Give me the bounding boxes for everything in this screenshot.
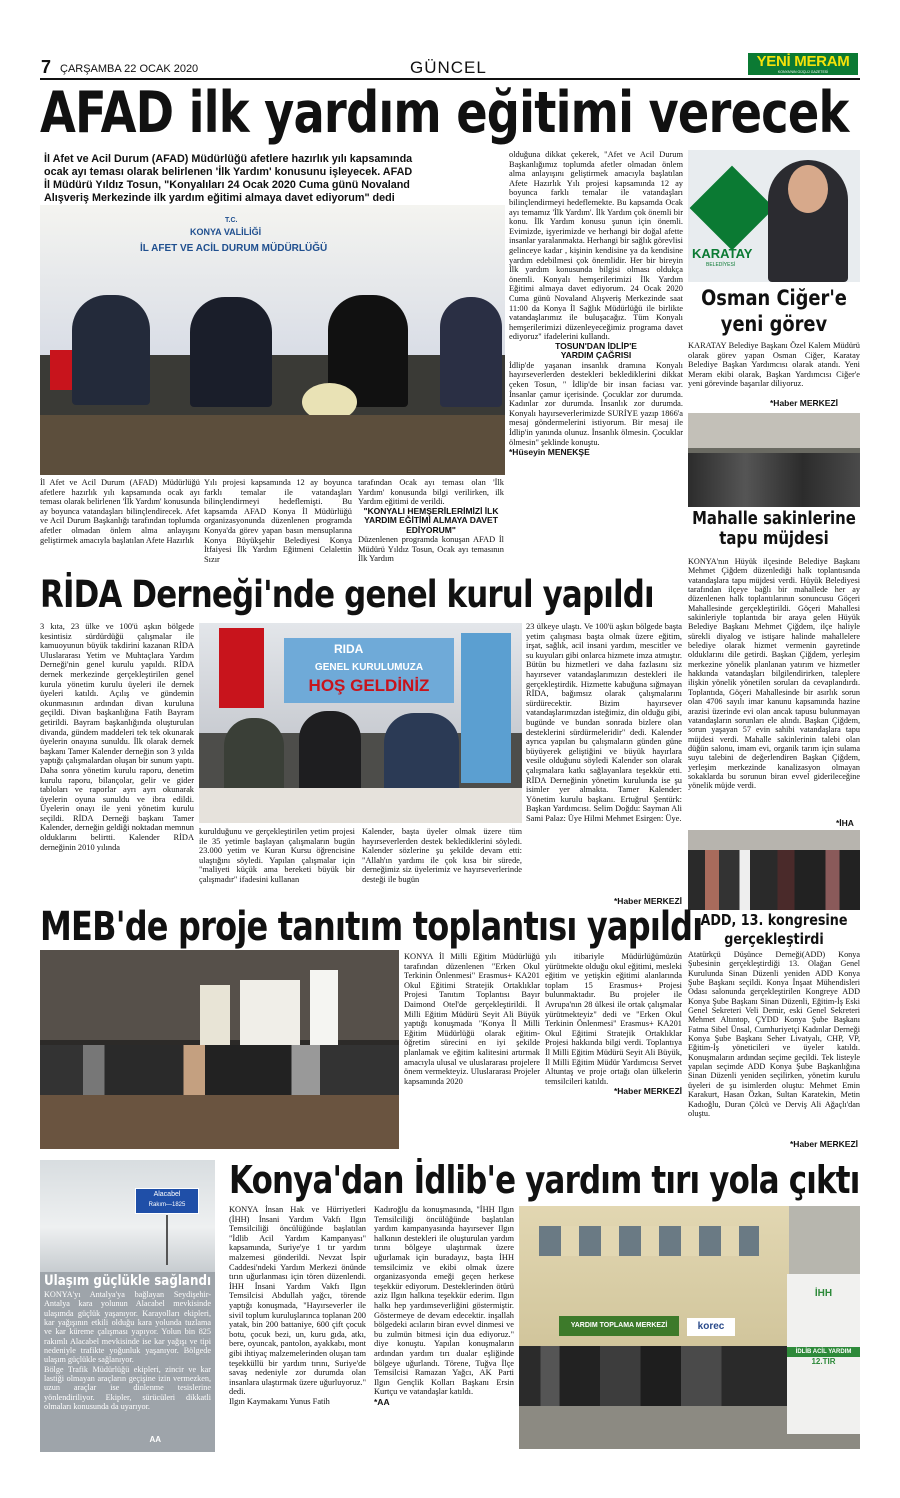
meb-col1: KONYA İl Milli Eğitim Müdürlüğü tarafından düzenlenen "Erken Okul Terkinin Önlenmesi" Erasmus+ KA201 Okul Eğitimi Stratejik Ortaklıklar Projesi Tanıtım Toplantısı Bayır Daimond Otel'de gerçekleştirildi. İl Milli Eğitim Müdürü Seyit Ali Büyük yaptığı konuşmada "Konya İl Milli Eğitim Müdürlüğü olarak eğitim-öğretim sürecini en iyi şekilde planlamak ve eğitim kalitesini artırmak amacıyla ulusal ve uluslararası projelere önem vermekteyiz. Uluslararası Projeler kapsamında 2020 [404,952,540,1086]
afad-col4 [509,150,683,457]
window-row [539,1226,759,1256]
person-2 [190,297,272,407]
sign-line1: Alacabel [153,1191,181,1198]
meb-col2 [545,952,682,1096]
banner-tc: T.C. [225,217,238,224]
osman-photo [688,150,860,282]
truck [787,1274,860,1434]
rida-col3: Kalender, başta üyeler olmak üzere tüm hayırseverlerden destek beklediklerini söyledi. Kalender sözlerine şu şekilde devam etti: "Allah'ın yardımı ile çok kısa bir sürede, derneğimiz siz üyelerimiz ve hayırseverlerinde desteği ile bugün [362,827,522,884]
karatay-logo-text: KARATAY [692,246,753,261]
idlib-byline: *AA [374,1396,390,1407]
idlib-headline: Konya'dan İdlib'e yardım tırı yola çıktı [229,1158,860,1202]
rida-photo [199,623,522,823]
table [40,415,505,475]
karatay-logo [690,166,775,251]
sign-line2: Rakım—1825 [148,1202,186,1208]
afad-col3 [358,478,504,564]
mahalle-headline: Mahalle sakinlerine tapu müjdesi [692,509,856,549]
sign-post [166,1215,168,1265]
meb-headline: MEB'de proje tanıtım toplantısı yapıldı [40,904,703,950]
meb-attendees [40,1045,399,1095]
afad-col3-subhead: "KONYALI HEMŞERİLERİMİZİ İLK YARDIM EĞİTİMİ ALMAYA DAVET EDİYORUM" [363,505,499,535]
idlib-col1: KONYA İnsan Hak ve Hürriyetleri (İHH) İnsani Yardım Vakfı Ilgın Temsilciliği öncülüğünde başlatılan "İdlib Acil Yardım Kampanyası" kapsamında, Suriye'ye 1 tır yardım malzemesi gönderildi. Nevzat İspir Caddesi'ndeki Yardım Merkezi önünde tırın uğurlanması için tören düzenlendi. İHH İnsani Yardım Vakfı Ilgın Temsilcisi Abdullah yağcı, törende yaptığı konuşmada, "Hayırseverler ile sivil toplum kuruluşlarınca toplanan 200 yatak, bin 200 battaniye, 600 çift çocuk botu, çocuk bezi, un, kuru gıda, atkı, bere, oyuncak, pantolon, ayakkabı, mont gibi ihtiyaç malzemelerinden oluşan tam teşekküllü bir yardım tırını, Suriye'de savaş nedeniyle zor durumda olan insanlara ulaştırmak üzere uğurluyoruz." dedi. Ilgın Kaymakamı Yunus Fatih [229,1205,366,1406]
rida-table [199,788,522,823]
mahalle-wall [688,413,860,448]
idlib-col2-text: Kadıroğlu da konuşmasında, "İHH Ilgın Temsilciliği öncülüğünde başlatılan yardım kampanyasında hayırsever Ilgın halkının destekleri ile oluşturulan yardım tırını bölgeye ulaştırmak üzere uğurlamak için buradayız, başta İHH temsilcimiz ve ekibi olmak üzere organizasyonda emeği geçen herkese teşekkür ediyorum. Desteklerinden ötürü aziz Ilgın halkına teşekkür ederim. Ilgın halkı hep yardımseverliğini göstermiştir. Göstermeye de devam edecektir. inşallah bölgedeki acıların biran evvel dinmesi ve bu zulmün bitmesi için dua ediyoruz." diye konuştu. Yapılan konuşmaların ardından yardım tırı dualar eşliğinde bölgeye uğurlandı. Törene, Tuğva İlçe Temsilcisi Ramazan Yağcı, AK Parti Ilgın Gençlik Kolları Başkanı Ersin Kurtçu ve vatandaşlar katıldı. [374,1205,514,1397]
korec-sign [687,1318,735,1336]
rida-col2: kurulduğunu ve gerçekleştirilen yetim projesi ile 35 yetimle başlayan çalışmaların bugün 23.000 yetim ve Kuran Kursu öğrencisine ulaştığını söyledi. Yapılan çalışmalar için "maliyeti küçük ama bereketi büyük bir çalışmadır" ifadesini kullanan [199,827,355,884]
osman-byline: *Haber MERKEZİ [770,398,839,408]
rida-col1: 3 kıta, 23 ülke ve 100'ü aşkın bölgede kesintisiz sürdürdüğü çalışmalar ile kamuoyunun büyük takdirini kazanan RİDA Uluslararası Yetim ve Muhtaçlara Yardım Derneği'nin genel kurulu yapıldı. RİDA dernek merkezinde gerçekleştirilen genel kurula yönetim kurulu üyeleri ile dernek üyeleri katıldı. Açılış ve gündemin okunmasının ardından divan kuruluna geçildi. Divan başkanlığına Fatih Bayram getirildi. Bayram başkanlığında oluşturulan divanda, gündem maddeleri tek tek okunarak üyelerin onayına sunuldu. İlk olarak dernek başkanı Tamer Kalender derneğin son 3 yılda yaptığı çalışmalardan oluşan bir sunum yaptı. Daha sonra yönetim kurulu raporu, denetim kurulu raporu, bilançolar, gelir ve gider tabloları ve raporlar ayrı ayrı okunarak üyelerin oyuna sunuldu ve ibra edildi. Üyelerin onayı ile yeni yönetim kurulu seçildi. RİDA Derneği başkanı Tamer Kalender, derneğin geldiği noktadan memnun olduklarını belirtti. Kalender RİDA derneğinin 2010 yılında [40,622,194,852]
rida-banner [284,638,454,703]
rida-col4: 23 ülkeye ulaştı. Ve 100'ü aşkın bölgede başta yetim çalışması başta olmak üzere eğitim, irşat, sağlık, acil insani yardım, mescitler ve su kuyuları gibi onlarca hizmete imza atmıştır. Bütün bu hizmetleri ve daha fazlasını siz hayırsever vatandaşlarımızın destekleri ile gerçekleştirdik. Hizmette kabuğuna sığmayan RİDA, bağımsız olarak çalışmalarını sürdürecektir. Bizim hayırsever vatandaşlarımızdan isteğimiz, din olduğu gibi, bugünde ve bundan sonrada bizlere olan desteklerini sürdürmeleridir" dedi. Kalender ayrıca yapılan bu çalışmaların günden güne büyüyerek geliştiğini ve büyük hayırlara vesile olduğunu söyledi Kalender son olarak çalışmalara katkı sağlayanlara teşekkür etti. RİDA Derneğinin yönetim kurulunda ise şu isimler yer almakta. Tamer Kalender: Yönetim kurulu başkanı. Ertuğrul Şentürk: Başkan Yardımcısı. Selim Doğdu: Sayman Ali Sami Palaz: Üye Hilmi Mehmet Esirgen: Üye. [526,622,682,823]
afad-col3-after: Düzenlenen programda konuşan AFAD İl Müdürü Yıldız Tosun, Ocak ayı temasının İlk Yardım [358,535,504,564]
afad-col4-after: İdlip'de yaşanan insanlık dramına Konyalı hayırseverlerden destekleri beklediklerini dikkat çeken Tosun, " İdlip'de bir insan faciası var. İnsanlar çamur içerisinde. Çocuklar zor durumda. Kadınlar zor durumda. İnsanlık zor durumda. Konyalı hayırseverlerimizde SURİYE yazıp 1866'a mesaj göndermelerini istiyorum. Bir mesaj ile İdlip'in yanında olunuz. İnsanlık ölmesin. Çocuklar ölmesin" şeklinde konuştu. [509,360,683,447]
karatay-logo-sub: BELEDİYESİ [706,262,736,268]
mahalle-byline: *İHA [836,818,854,828]
osman-portrait [768,160,848,282]
logo-subtitle: KONYA'NIN GÜÇLÜ GAZETESİ [777,70,829,74]
rida-person-1 [224,718,284,798]
meb-screen [200,985,230,1045]
afad-col4-subhead: TOSUN'DAN İDLİP'E YARDIM ÇAĞRISI [555,340,637,361]
rida-rollup [461,633,511,783]
banner-line2: İL AFET VE ACİL DURUM MÜDÜRLÜĞÜ [140,243,328,254]
ulasim-headline: Ulaşım güçlükle sağlandı [43,1273,212,1289]
flag-left [50,350,74,390]
logo-text: YENİ MERAM [756,53,850,70]
rida-headline: RİDA Derneği'nde genel kurul yapıldı [40,573,654,616]
person-1 [72,295,150,405]
idlib-col2 [374,1205,514,1407]
rida-person-2 [299,711,361,796]
add-byline: *Haber MERKEZİ [790,1139,859,1149]
meb-byline: *Haber MERKEZİ [613,1086,682,1097]
truck-banner: İDLİB ACİL YARDIM [787,1347,860,1357]
section-title: GÜNCEL [410,58,487,77]
afad-col3-text: tarafından Ocak ayı teması olan 'İlk Yardım' konusunda bilgi verilirken, ilk Yardım eğitimi de verildi. [358,478,504,507]
aid-sign-text: YARDIM TOPLAMA MERKEZİ [570,1322,668,1329]
afad-col4-text: olduğuna dikkat çekerek, "Afet ve Acil Durum Başkanlığımız toplumda afetler olmadan önlem alma anlayışını geliştirmek amacıyla başlatılan Afete Hazırlık Yılı projesi kapsamında 12 ay boyunca farklı temalar ile vatandaşları bilinçlendirmeyi hedeflemekte. Bu kapsamda Ocak ayı temamız 'İlk Yardım'. İlk Yardım çok önemli bir konu. İlk Yardım konusu şunun için önemli. Evimizde, işyerimizde ve herhangi bir doğal afette insanlar yaralanmakta. Herhangi bir sağlık görevlisi gelinceye kadar , kişinin kendisine ya da kendisine yardım edebilmesi çok önemlidir. Her bir bireyin İlk yardım konusunda bilgisi olması oldukça önemli. Konyalı hemşerilerimizi İlk Yardım Eğitimi almaya davet ediyorum. 24 Ocak 2020 Cuma günü Novaland Alışveriş Merkezinde saat 11:00 da Konya İl Sağlık Müdürlüğü ile birlikte vatandaşlarımız ile buluşacağız. Tüm Konyalı hemşerilerimizi düzenleyeceğimiz programa davet ediyoruz" ifadelerini kullandı. [509,150,683,342]
road-sign [135,1188,199,1214]
afad-col2: Yılı projesi kapsamında 12 ay boyunca farklı temalar ile vatandaşları bilinçlendirmeyi hedeflemişti. Bu kapsamda AFAD Konya İl Müdürlüğü organizasyonunda düzenlenen programda Konya'da görev yapan basın mensuplarına Konya Büyükşehir Belediyesi Konya İtfaiyesi İlk Yardım Eğitmeni Celalettin Sızır [204,478,352,564]
ulasim-panel [40,1272,215,1452]
add-text: Atatürkçü Düşünce Derneği(ADD) Konya Şubesinin gerçekleştirdiği 13. Olağan Genel Kurulunda Sinan Düzenli yeniden ADD Konya Şube Başkanı seçildi. Konya İnşaat Mühendisleri Odası salonunda gerçekleştirilen Kongreye ADD Konya Şube Başkanı Sinan Düzenli, Eğitim-İş Eski Genel Sekreteri Veli Demir, eski Genel Sekreteri Mehmet Altıntop, ÇYDD Konya Şube Başkanı Fatma Sibel Ünsal, Cumhuriyetçi Kadınlar Derneği Konya Şube Başkanı Seher Livatyalı, CHP, VP, Eğitim-İş yöneticileri ve üyeler katıldı. Konuşmaların ardından seçime geçildi. Tek listeyle yapılan seçimde ADD Konya Şube Başkanlığına Sinan Düzenli yeniden seçilirken, yönetim kurulu üyeleri de şu isimlerden oluştu: Mehmet Emin Karakurt, Hasan Özkan, Sultan Karatekin, Metin Kadıoğlu, Duran Çölcü ve Derviş Ali Ağaçlı'dan oluştu. [688,950,860,1118]
afad-photo [40,205,505,475]
aid-sign [559,1316,679,1336]
ulasim-photo [40,1160,215,1272]
add-group [688,850,860,910]
rida-banner-logo: RIDA [334,642,364,656]
osman-text: KARATAY Belediye Başkanı Özel Kalem Müdürü olarak görev yapan Osman Ciğer, Karatay Belediye Başkan Yardımcısı olarak atandı. Yeni Meram ekibi olarak, Başkan Yardımcısı Ciğer'e yeni görevinde başarılar diliyoruz. [688,341,860,389]
rida-byline: *Haber MERKEZİ [614,896,683,906]
mahalle-photo [688,413,860,507]
crowd [519,1346,789,1406]
afad-byline: *Hüseyin MENEKŞE [509,447,590,458]
afad-headline: AFAD ilk yardım eğitimi verecek [40,80,849,146]
banner-line1: KONYA VALİLİĞİ [190,227,262,237]
truck-brand: İHH [814,1288,833,1299]
rida-person-3 [384,713,459,798]
newspaper-logo [748,53,858,75]
issue-date: ÇARŞAMBA 22 OCAK 2020 [60,63,199,75]
mahalle-crowd [688,453,860,507]
truck-sub: 12.TIR [811,1357,836,1366]
ulasim-byline: AA [149,1435,161,1444]
afad-lead: İl Afet ve Acil Durum (AFAD) Müdürlüğü afetlere hazırlık yılı kapsamında ocak ayı teması olarak belirlenen 'İlk Yardım' konusunu işleyecek. AFAD İl Müdürü Yıldız Tosun, "Konyalıları 24 Ocak 2020 Cuma günü Novaland Alışveriş Merkezinde ilk yardım eğitimi almaya davet ediyorum" dedi [44,153,413,204]
meb-table [40,1095,399,1149]
rida-banner-line2: HOŞ GELDİNİZ [308,676,430,695]
person-4 [440,297,502,407]
afad-col1: İl Afet ve Acil Durum (AFAD) Müdürlüğü afetlere hazırlık yılı kapsamında ocak ayı teması olarak belirlenen 'İlk Yardım' konusunda ay boyunca vatandaşları bilinçlendirecek. Afet ve Acil Durum Başkanlığı tarafından toplumda afetler olmadan önlem alma anlayışını geliştirmek amacıyla başlatılan Afete Hazırlık [40,478,200,545]
rida-flag [219,628,264,708]
korec-sign-text: korec [697,1321,725,1332]
page-number: 7 [41,57,52,77]
idlib-photo [519,1206,860,1449]
add-headline: ADD, 13. kongresine gerçekleştirdi [700,911,848,948]
add-photo [688,830,860,910]
osman-headline: Osman Ciğer'e yeni görev [701,286,847,336]
rida-banner-line1: GENEL KURULUMUZA [314,662,424,673]
ulasim-text: KONYA'yı Antalya'ya bağlayan Seydişehir-Antalya kara yolunun Alacabel mevkisinde ulaşımda güçlük yaşanıyor. Karayolları ekipleri, kar yağışının etkili olduğu kara yolunda tuzlama ve kar küreme çalışması yapıyor. Yolun bin 825 rakımlı Alacabel mevkisinde ise kar yağışı ve tipi nedeniyle trafikte yoğunluk yaşanıyor. Bölgede ulaşım güçlükle sağlanıyor. Bölge Trafik Müdürlüğü ekipleri, zincir ve kar lastiği olmayan araçların geçişine izin vermezken, uzun araçlar ise dinlenme tesislerine yönlendiriliyor. Ekipler, sürücüleri dikkatli olmaları konusunda da uyarıyor. [44,1290,211,1412]
meb-col2-text: yılı itibariyle Müdürlüğümüzün yürütmekte olduğu okul eğitimi, mesleki eğitim ve yetişkin eğitimi alanlarında toplam 15 Erasmus+ Projesi bulunmaktadır. Bu projeler ile Avrupa'nın 28 ülkesi ile ortak çalışmalar yürütmekteyiz" dedi ve "Erken Okul Terkinin Önlenmesi" Erasmus+ KA201 Okul Eğitimi Stratejik Ortaklıklar Projesi hakkında bilgi verdi. Toplantıya İl Milli Eğitim Müdürü Seyit Ali Büyük, İl Milli Eğitim Müdür Yardımcısı Servet Altuntaş ve proje ortağı olan ülkelerin temsilcileri katıldı. [545,952,682,1086]
mahalle-text: KONYA'nın Hüyük ilçesinde Belediye Başkanı Mehmet Çiğdem düzenlediği halk toplantısında vatandaşlara tapu müjdesi verdi. Hüyük Belediyesi tarafından ilçeye bağlı bir mahallede her ay düzenlenen halk toplantılarının sonuncusu Göçeri Mahallesinde gerçekleştirildi. Göçeri Mahallesi sakinleriyle toplantıda bir araya gelen Hüyük Belediye Başkanı Mehmet Çiğdem, ilçe haliyle sürekli diyalog ve istişare halinde mahallelere belediye olarak hizmet vermenin gayretinde olduklarını dile getirdi. Başkan Çiğdem, yerleşim merkezine yönelik planlanan yatırım ve hizmetler hakkında vatandaşları bilgilendirirken, taleplere ilişkin yönelik yönetilen soruları da cevaplandırdı. Toplantıda, Göçeri Mahallesinde bir asırlık sorun olan 4706 sayılı imar kanunu kapsamında hazine arazisi üzerinde evi olan ancak tapusu bulunmayan vatandaşların sorunları ele alındı. Başkan Çiğdem, sorun yaşayan 57 evin sahibi vatandaşlara tapu müjdesi verdi. Mahalle sakinlerinin talebi olan düğün salonu, imam evi, organik tarım için sulama suyu talebini de değerlendiren Başkan Çiğdem, yerleşim merkezinde kanalizasyon olmayan sokaklarda bu sorunun biran evvel giderileceğine yönelik müjde verdi. [688,557,860,791]
meb-photo [40,950,399,1149]
